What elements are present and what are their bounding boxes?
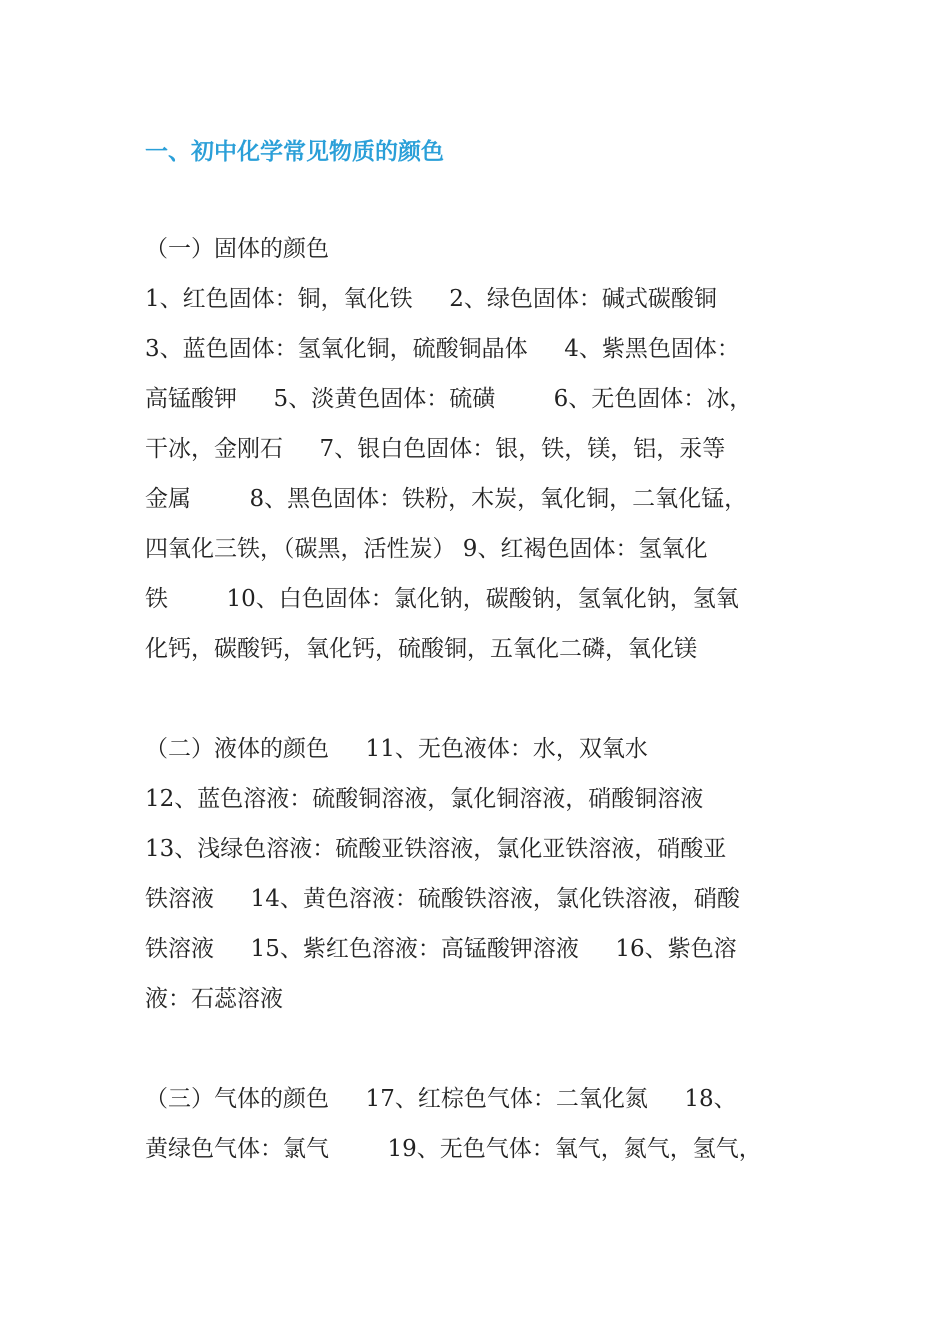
paragraph-line: 1、红色固体：铜，氧化铁 2、绿色固体：碱式碳酸铜 <box>145 286 717 312</box>
section-gap <box>145 674 810 724</box>
document-body <box>145 128 810 1174</box>
paragraph-line: 高锰酸钾 5、淡黄色固体：硫磺 6、无色固体：冰， <box>145 386 753 412</box>
title-spacer <box>145 176 810 224</box>
section-heading-gases: （三）气体的颜色 17、红棕色气体：二氧化氮 18、 <box>145 1086 737 1112</box>
paragraph-line: 铁溶液 15、紫红色溶液：高锰酸钾溶液 16、紫色溶 <box>145 936 737 962</box>
paragraph-line: 3、蓝色固体：氢氧化铜，硫酸铜晶体 4、紫黑色固体： <box>145 336 740 362</box>
paragraph-line: 铁溶液 14、黄色溶液：硫酸铁溶液，氯化铁溶液，硝酸 <box>145 886 740 912</box>
paragraph-line: 黄绿色气体：氯气 19、无色气体：氧气，氮气，氢气， <box>145 1136 762 1162</box>
paragraph-line: 铁 10、白色固体：氯化钠，碳酸钠，氢氧化钠，氢氧 <box>145 586 739 612</box>
section-gap <box>145 1024 810 1074</box>
section-liquids <box>145 724 810 1024</box>
section-heading-solids: （一）固体的颜色 <box>145 236 329 262</box>
paragraph-line: 液：石蕊溶液 <box>145 986 283 1012</box>
section-heading-liquids: （二）液体的颜色 11、无色液体：水，双氧水 <box>145 736 648 762</box>
paragraph-line: 干冰，金刚石 7、银白色固体：银，铁，镁，铝，汞等 <box>145 436 726 462</box>
document-title: 一、初中化学常见物质的颜色 <box>145 139 444 165</box>
paragraph-line: 四氧化三铁，（碳黑，活性炭） 9、红褐色固体：氢氧化 <box>145 536 708 562</box>
paragraph-line: 金属 8、黑色固体：铁粉，木炭，氧化铜，二氧化锰， <box>145 486 748 512</box>
paragraph-line: 13、浅绿色溶液：硫酸亚铁溶液，氯化亚铁溶液，硝酸亚 <box>145 836 727 862</box>
paragraph-line: 化钙，碳酸钙，氧化钙，硫酸铜，五氧化二磷，氧化镁 <box>145 636 697 662</box>
paragraph-line: 12、蓝色溶液：硫酸铜溶液，氯化铜溶液，硝酸铜溶液 <box>145 786 704 812</box>
section-solids <box>145 224 810 674</box>
section-gases <box>145 1074 810 1174</box>
